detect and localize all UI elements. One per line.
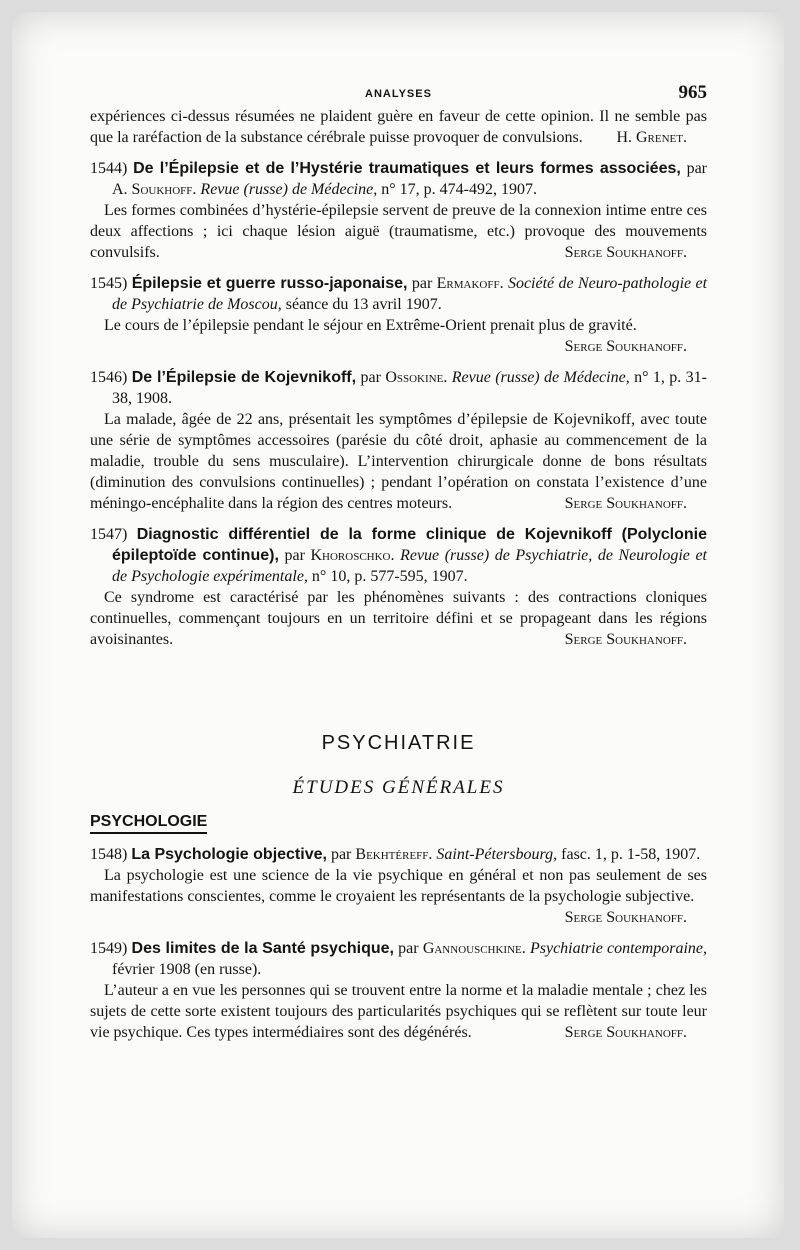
entry-par: par — [407, 275, 437, 292]
entry-title: De l’Épilepsie et de l’Hystérie traumatiques et leurs formes associées, — [133, 160, 681, 177]
entry-body — [90, 315, 707, 357]
entry-body-text: La malade, âgée de 22 ans, présentait les symptômes d’épilepsie de Kojevnikoff, avec toute une série de symptômes accessoires (parésie du côté droit, aphasie au commencement de la maladie, trouble du sens musculaire). L’intervention chirurgicale donne de bons résultats (diminution des convulsions continuelles) ; pendant l’opération on constata l’existence d’une méningo-encéphalite dans la région des centres moteurs. — [90, 411, 707, 512]
entry-body — [90, 980, 707, 1043]
entry-par: par — [680, 160, 708, 177]
entry-author: Ermakoff. — [436, 275, 504, 292]
intro-signature: H. Grenet. — [616, 129, 687, 146]
entry-title: De l’Épilepsie de Kojevnikoff, — [131, 369, 357, 386]
entry-heading — [90, 938, 707, 980]
entry-author: Bekhtéreff. — [355, 846, 433, 863]
entry-title: Des limites de la Santé psychique, — [131, 940, 394, 957]
entry-par: par — [393, 940, 423, 957]
entry-details: n° 17, p. 474-492, 1907. — [377, 181, 537, 198]
entry-heading — [90, 844, 707, 865]
entry-body-text: Les formes combinées d’hystérie-épilepsie servent de preuve de la connexion intime entre ces deux affections ; ici chaque lésion aiguë (traumatisme, etc.) provoque des mouvements convulsifs. — [90, 202, 707, 261]
intro-text: expériences ci-dessus résumées ne plaident guère en faveur de cette opinion. Il ne semble pas que la raréfaction de la substance cérébrale puisse provoquer de convulsions. — [90, 108, 707, 146]
abstract-entry — [90, 524, 707, 650]
entry-body-text: Le cours de l’épilepsie pendant le séjour en Extrême-Orient prenait plus de gravité. — [104, 317, 637, 334]
abstract-entry — [90, 367, 707, 514]
entry-title: La Psychologie objective, — [131, 846, 327, 863]
entry-source: Revue (russe) de Médecine, — [196, 181, 378, 198]
entry-number: 1545) — [90, 275, 128, 292]
entry-author: A. Soukhoff. — [112, 181, 197, 198]
entry-number: 1547) — [90, 526, 128, 543]
section-title: PSYCHIATRIE — [321, 732, 476, 754]
page-number: 965 — [678, 82, 707, 103]
entry-signature: Serge Soukhanoff. — [564, 909, 687, 926]
entry-signature: Serge Soukhanoff. — [564, 244, 687, 261]
abstract-entry — [90, 158, 707, 263]
entry-signature: Serge Soukhanoff. — [564, 631, 687, 648]
entry-heading — [90, 273, 707, 315]
entry-author: Gannouschkine. — [422, 940, 526, 957]
entry-details: n° 1, p. 31-38, 1908. — [112, 369, 708, 407]
entry-par: par — [278, 547, 311, 564]
abstract-entry — [90, 938, 707, 1043]
abstract-list-psychology — [90, 844, 707, 1043]
abstract-list-neurology — [90, 158, 707, 650]
entry-body — [90, 587, 707, 650]
entry-number: 1546) — [90, 369, 128, 386]
entry-par: par — [326, 846, 356, 863]
entry-body-text: La psychologie est une science de la vie psychique en général et non pas seulement de ses manifestations conscientes, comme le croyaient les représentants de la psychologie subjective. — [90, 867, 707, 905]
entry-details: fasc. 1, p. 1-58, 1907. — [557, 846, 701, 863]
entry-source: Saint-Pétersbourg, — [432, 846, 558, 863]
running-title: ANALYSES — [365, 88, 432, 100]
entry-details: séance du 13 avril 1907. — [281, 296, 442, 313]
entry-title: Épilepsie et guerre russo-japonaise, — [131, 275, 408, 292]
entry-signature: Serge Soukhanoff. — [564, 338, 687, 355]
entry-source: Revue (russe) de Médecine, — [447, 369, 630, 386]
entry-body — [90, 409, 707, 514]
entry-body-text: L’auteur a en vue les personnes qui se trouvent entre la norme et la maladie mentale ; chez les sujets de cette sorte existent toujours des particularités psychiques qui se reflètent sur toute leur vie psychique. Ces types intermédiaires sont des dégénérés. — [90, 982, 707, 1041]
entry-heading — [90, 158, 707, 200]
entry-details: février 1908 (en russe). — [112, 961, 262, 978]
entry-number: 1548) — [90, 846, 128, 863]
entry-source: Revue (russe) de Psychiatrie, de Neurologie et de Psychologie expérimentale, — [112, 547, 708, 585]
entry-source: Psychiatrie contemporaine, — [525, 940, 708, 957]
entry-signature: Serge Soukhanoff. — [564, 495, 687, 512]
entry-heading — [90, 524, 707, 587]
subsection-title: ÉTUDES GÉNÉRALES — [292, 777, 505, 798]
entry-par: par — [356, 369, 386, 386]
entry-body-text: Ce syndrome est caractérisé par les phénomènes suivants : des contractions cloniques continuelles, commençant toujours en un territoire défini et se propageant dans les régions avoisinantes. — [90, 589, 707, 648]
abstract-entry — [90, 273, 707, 357]
entry-body — [90, 865, 707, 928]
running-header — [90, 82, 707, 106]
entry-title: Diagnostic différentiel de la forme clinique de Kojevnikoff (Polyclonie épileptoïde continue), — [112, 526, 708, 564]
entry-body — [90, 200, 707, 263]
entry-source: Société de Neuro-pathologie et de Psychiatrie de Moscou, — [112, 275, 708, 313]
entry-number: 1544) — [90, 160, 128, 177]
entry-number: 1549) — [90, 940, 128, 957]
abstract-entry — [90, 844, 707, 928]
entry-author: Khoroschko. — [310, 547, 395, 564]
entry-heading — [90, 367, 707, 409]
intro-paragraph — [90, 106, 707, 148]
category-heading: PSYCHOLOGIE — [90, 813, 207, 834]
page-content — [90, 82, 707, 1043]
page-sheet — [12, 12, 784, 1238]
entry-author: Ossokine. — [385, 369, 448, 386]
entry-signature: Serge Soukhanoff. — [564, 1024, 687, 1041]
entry-details: n° 10, p. 577-595, 1907. — [307, 568, 468, 585]
